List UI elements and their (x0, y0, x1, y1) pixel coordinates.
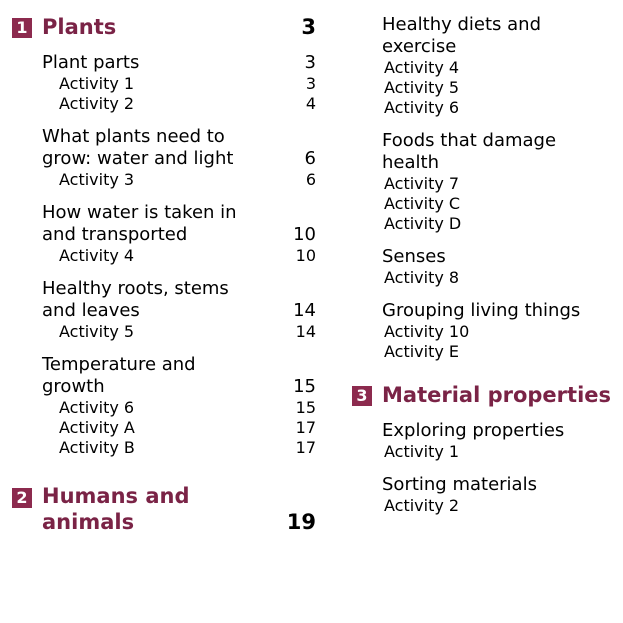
entry-title: Plant parts (42, 52, 140, 73)
toc-entry[interactable] (8, 52, 320, 114)
toc-entry[interactable]: Foods that damage health Activity 7 Activity C Activity D (356, 130, 623, 234)
entry-page: 6 (304, 148, 316, 169)
activity-item[interactable]: Activity 5 (384, 78, 460, 97)
toc-entry[interactable]: How water is taken in and transported 10 Activity 4 10 (8, 202, 320, 266)
activity-item[interactable]: Activity 2 4 (59, 94, 316, 113)
toc-entry[interactable]: Exploring properties Activity 1 (356, 420, 623, 462)
activity-item[interactable]: Activity D (384, 214, 462, 233)
activity-item[interactable]: Activity 4 10 (59, 246, 316, 265)
activity-item[interactable]: Activity 2 (384, 496, 460, 515)
entry-page: 10 (293, 224, 316, 245)
activity-item[interactable]: Activity A 17 (59, 418, 316, 437)
chapter-title: Plants (42, 15, 117, 39)
toc-entry[interactable]: Grouping living things Activity 10 Activity E (356, 300, 623, 362)
chapter-title-line1: Humans and (42, 484, 190, 508)
activity-item[interactable]: Activity B 17 (59, 438, 316, 457)
activity-item[interactable]: Activity 5 14 (59, 322, 316, 341)
chapter-title: Material properties (382, 383, 612, 407)
activity-item[interactable]: Activity 6 (384, 98, 460, 117)
chapter-page: 3 (301, 15, 316, 39)
activity-item[interactable]: Activity 6 15 (59, 398, 316, 417)
activity-item[interactable]: Activity 1 3 (59, 74, 316, 93)
toc-left-column (8, 0, 320, 540)
chapter-number-badge: 3 (352, 386, 372, 406)
toc-entry[interactable]: What plants need to grow: water and light 6 Activity 3 6 (8, 126, 320, 190)
toc-entry[interactable]: Healthy diets and exercise Activity 4 Activity 5 Activity 6 (356, 14, 623, 118)
toc-entry[interactable]: Sorting materials Activity 2 (356, 474, 623, 516)
activity-item[interactable]: Activity 7 (384, 174, 460, 193)
toc-entry[interactable]: Temperature and growth 15 Activity 6 15 Activity A 17 Activity B 17 (8, 354, 320, 458)
toc-entry[interactable]: Healthy roots, stems and leaves 14 Activity 5 14 (8, 278, 320, 342)
entry-page: 15 (293, 376, 316, 397)
chapter-3-heading (356, 378, 623, 414)
chapter-page: 19 (286, 510, 316, 534)
chapter-number-badge: 1 (12, 18, 32, 38)
chapter-2-heading (8, 484, 320, 540)
chapter-1-heading (8, 10, 320, 46)
activity-item[interactable]: Activity 10 (384, 322, 470, 341)
activity-item[interactable]: Activity 8 (384, 268, 460, 287)
entry-page: 3 (304, 52, 316, 73)
activity-item[interactable]: Activity 4 (384, 58, 460, 77)
activity-item[interactable]: Activity 1 (384, 442, 460, 461)
activity-item[interactable]: Activity 3 6 (59, 170, 316, 189)
entry-page: 14 (293, 300, 316, 321)
chapter-number-badge: 2 (12, 488, 32, 508)
toc-right-column (356, 0, 623, 516)
activity-item[interactable]: Activity C (384, 194, 461, 213)
toc-entry[interactable]: Senses Activity 8 (356, 246, 623, 288)
activity-item[interactable]: Activity E (384, 342, 460, 361)
chapter-title-line2: animals (42, 510, 135, 534)
